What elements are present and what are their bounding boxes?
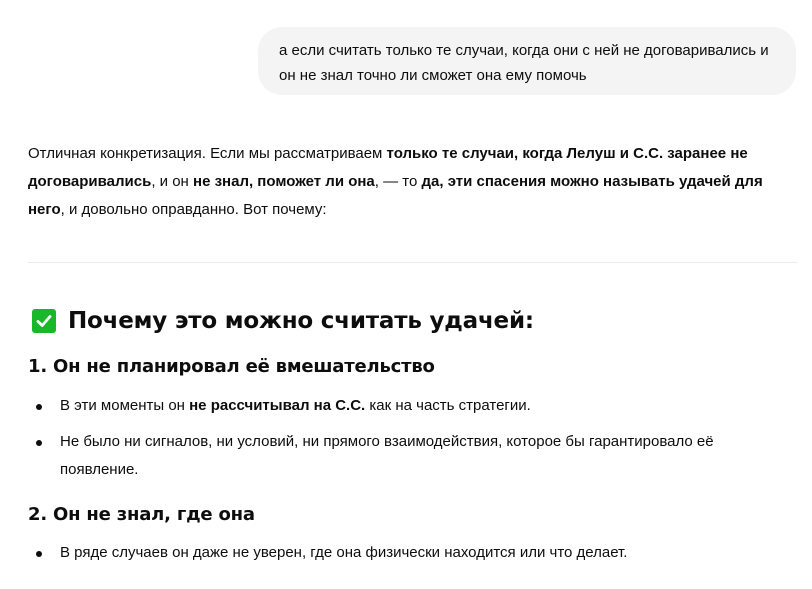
intro-paragraph bbox=[28, 140, 788, 224]
intro-bold-2: не знал, поможет ли она bbox=[193, 173, 375, 190]
subheading-1: 1. Он не планировал её вмешательство bbox=[28, 356, 435, 377]
assistant-answer-intro bbox=[28, 140, 788, 224]
intro-text-1: Отличная конкретизация. Если мы рассматриваем bbox=[28, 145, 387, 162]
user-message-text: а если считать только те случаи, когда они с ней не договаривались и он не знал точно ли сможет она ему помочь bbox=[279, 42, 769, 84]
bullet-text-bold: не рассчитывал на С.С. bbox=[189, 397, 366, 414]
section-heading-text: Почему это можно считать удачей: bbox=[68, 308, 534, 334]
bullet-text-pre: В эти моменты он bbox=[60, 397, 190, 414]
list-item bbox=[28, 428, 788, 484]
intro-bold-3: да, эти спасения можно называть удачей для него bbox=[28, 173, 763, 218]
list-item bbox=[28, 539, 788, 567]
check-mark-button-icon bbox=[32, 309, 56, 333]
bullet-text-post: как на часть стратегии. bbox=[365, 397, 531, 414]
section-heading bbox=[32, 306, 534, 336]
intro-text-3: , — то bbox=[374, 173, 422, 190]
user-message-bubble bbox=[258, 27, 796, 95]
intro-text-2: , и он bbox=[151, 173, 194, 190]
bullet-text: В ряде случаев он даже не уверен, где она физически находится или что делает. bbox=[60, 544, 628, 561]
intro-bold-1: только те случаи, когда Лелуш и С.С. заранее не договаривались bbox=[28, 145, 748, 190]
intro-text-4: , и довольно оправданно. Вот почему: bbox=[60, 201, 327, 218]
list-item bbox=[28, 392, 788, 420]
bullet-list-1 bbox=[28, 392, 788, 484]
subheading-2: 2. Он не знал, где она bbox=[28, 504, 255, 525]
bullet-text: Не было ни сигналов, ни условий, ни прямого взаимодействия, которое бы гарантировало её появление. bbox=[60, 433, 714, 478]
section-divider bbox=[28, 262, 798, 263]
bullet-list-2 bbox=[28, 539, 788, 567]
